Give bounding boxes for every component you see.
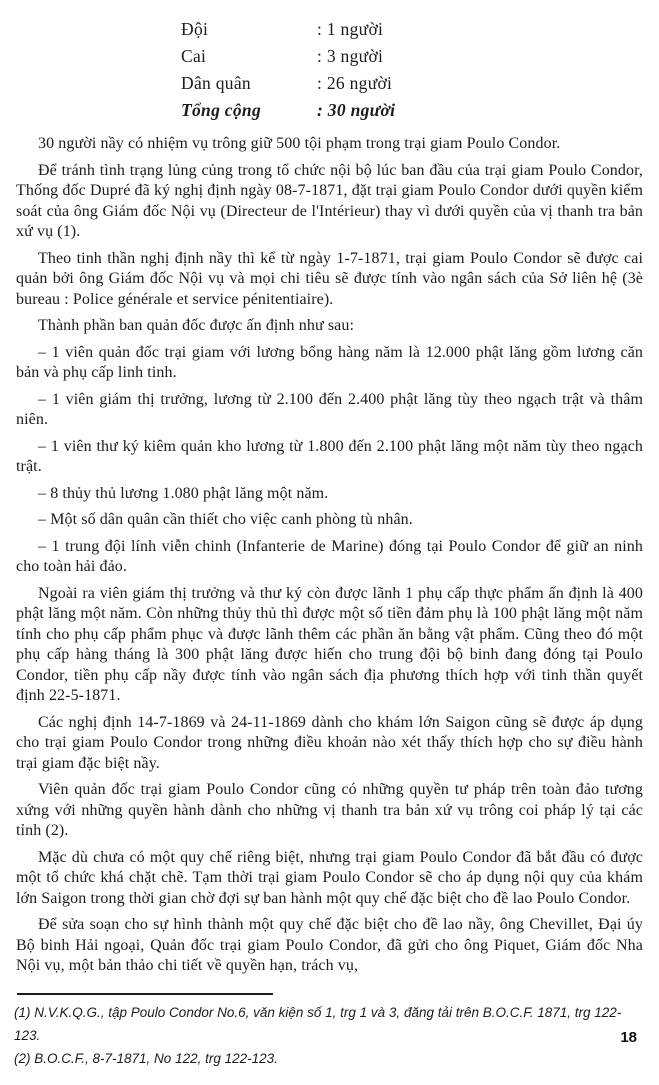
row-value: : 3 người xyxy=(317,46,384,66)
row-value: : 26 người xyxy=(317,73,393,93)
row-label: Cai xyxy=(181,46,207,66)
footnotes xyxy=(14,1001,646,1070)
list-item: – 1 viên thư ký kiêm quản kho lương từ 1.800 đến 2.100 phật lăng một năm tùy theo ngạch trật. xyxy=(16,437,643,475)
list-item: – 1 viên giám thị trưởng, lương từ 2.100 đến 2.400 phật lăng tùy theo ngạch trật và thâm niên. xyxy=(16,390,643,428)
paragraph: Ngoài ra viên giám thị trưởng và thư ký còn được lãnh 1 phụ cấp thực phẩm ấn định là 400 phật lăng một năm. Còn những thủy thủ thì được một số tiền đảm phụ là 100 phật lăng một năm tính cho phụ cấp phẩm phục và được lãnh thêm các phần ăn bằng vật phẩm. Cũng theo đó một phụ cấp hàng tháng là 300 phật lăng được hiến cho trung đội bộ binh đang đóng tại Poulo Condor, tiền phụ cấp nầy được tính vào ngân sách địa phương thích hợp với tinh thần quyết định 22-5-1871. xyxy=(16,584,643,704)
paragraph: Các nghị định 14-7-1869 và 24-11-1869 dành cho khám lớn Saigon cũng sẽ được áp dụng cho trại giam Poulo Condor trong những điều khoản nào xét thấy thích hợp cho sự điều hành trại giam đặc biệt nầy. xyxy=(16,713,643,772)
list-item: – 1 viên quản đốc trại giam với lương bổng hàng năm là 12.000 phật lăng gồm lương căn bản và phụ cấp linh tinh. xyxy=(16,343,643,381)
page-number: 18 xyxy=(620,1029,637,1046)
body-text xyxy=(16,134,643,977)
table-row xyxy=(181,70,659,97)
table-row xyxy=(181,43,659,70)
staff-summary-table xyxy=(181,16,659,124)
paragraph: 30 người nầy có nhiệm vụ trông giữ 500 tội phạm trong trại giam Poulo Condor. xyxy=(38,135,561,152)
paragraph: Viên quản đốc trại giam Poulo Condor cũng có những quyền tư pháp trên toàn đảo tương xứng với những quyền hành dành cho những vị thanh tra bản xứ vụ trông coi pháp lý tại các tỉnh (2). xyxy=(16,781,643,839)
list-item: – Một số dân quân cần thiết cho việc canh phòng tù nhân. xyxy=(38,511,413,528)
table-row xyxy=(181,16,659,43)
footnote: (1) N.V.K.Q.G., tập Poulo Condor No.6, văn kiện số 1, trg 1 và 3, đăng tải trên B.O.C.F. 1871, trg 122-123. xyxy=(14,1005,622,1043)
page-footer xyxy=(0,993,659,1085)
row-value: : 30 người xyxy=(317,100,396,120)
paragraph: Để sửa soạn cho sự hình thành một quy chế đặc biệt cho đề lao nầy, ông Chevillet, Đại úy Bộ binh Hải ngoại, Quản đốc trại giam Poulo Condor, đã gửi cho ông Piquet, Giám đốc Nha Nội vụ, một bản thảo chi tiết về quyền hạn, trách vụ, xyxy=(16,916,643,974)
row-label: Đội xyxy=(181,19,209,39)
footnote: (2) B.O.C.F., 8-7-1871, No 122, trg 122-123. xyxy=(14,1051,278,1066)
paragraph: Mặc dù chưa có một quy chế riêng biệt, nhưng trại giam Poulo Condor đã bắt đầu có được một tổ chức khá chặt chẽ. Tạm thời trại giam Poulo Condor sẽ cho áp dụng nội quy của khám lớn Saigon trong thời gian chờ đợi sự ban hành một quy chế đặc biệt cho đề lao Poulo Condor. xyxy=(16,848,643,907)
table-row-total xyxy=(181,97,659,124)
footnote-separator xyxy=(17,993,273,995)
list-item: – 8 thủy thủ lương 1.080 phật lăng một năm. xyxy=(38,484,329,502)
row-label: Dân quân xyxy=(181,73,251,93)
paragraph: Theo tinh thần nghị định nầy thì kể từ ngày 1-7-1871, trại giam Poulo Condor sẽ được cai quản bởi ông Giám đốc Nội vụ và mọi chi tiêu sẽ được tính vào ngân sách của Sở liên hệ (3è bureau : Police générale et service pénitentiaire). xyxy=(16,249,643,308)
paragraph: Thành phần ban quản đốc được ấn định như sau: xyxy=(38,317,355,334)
row-value: : 1 người xyxy=(317,19,384,39)
list-item: – 1 trung đội lính viễn chinh (Infanterie de Marine) đóng tại Poulo Condor để giữ an ninh cho toàn hải đảo. xyxy=(16,537,643,575)
row-label: Tổng cộng xyxy=(181,100,261,120)
paragraph: Để tránh tình trạng lủng củng trong tổ chức nội bộ lúc ban đầu của trại giam Poulo Condor, Thống đốc Dupré đã ký nghị định ngày 08-7-1871, đặt trại giam Poulo Condor dưới quyền kiểm soát của ông Giám đốc Nội vụ (Directeur de l'Intérieur) thay vì dưới quyền của vị thanh tra bản xứ vụ (1). xyxy=(16,161,643,240)
